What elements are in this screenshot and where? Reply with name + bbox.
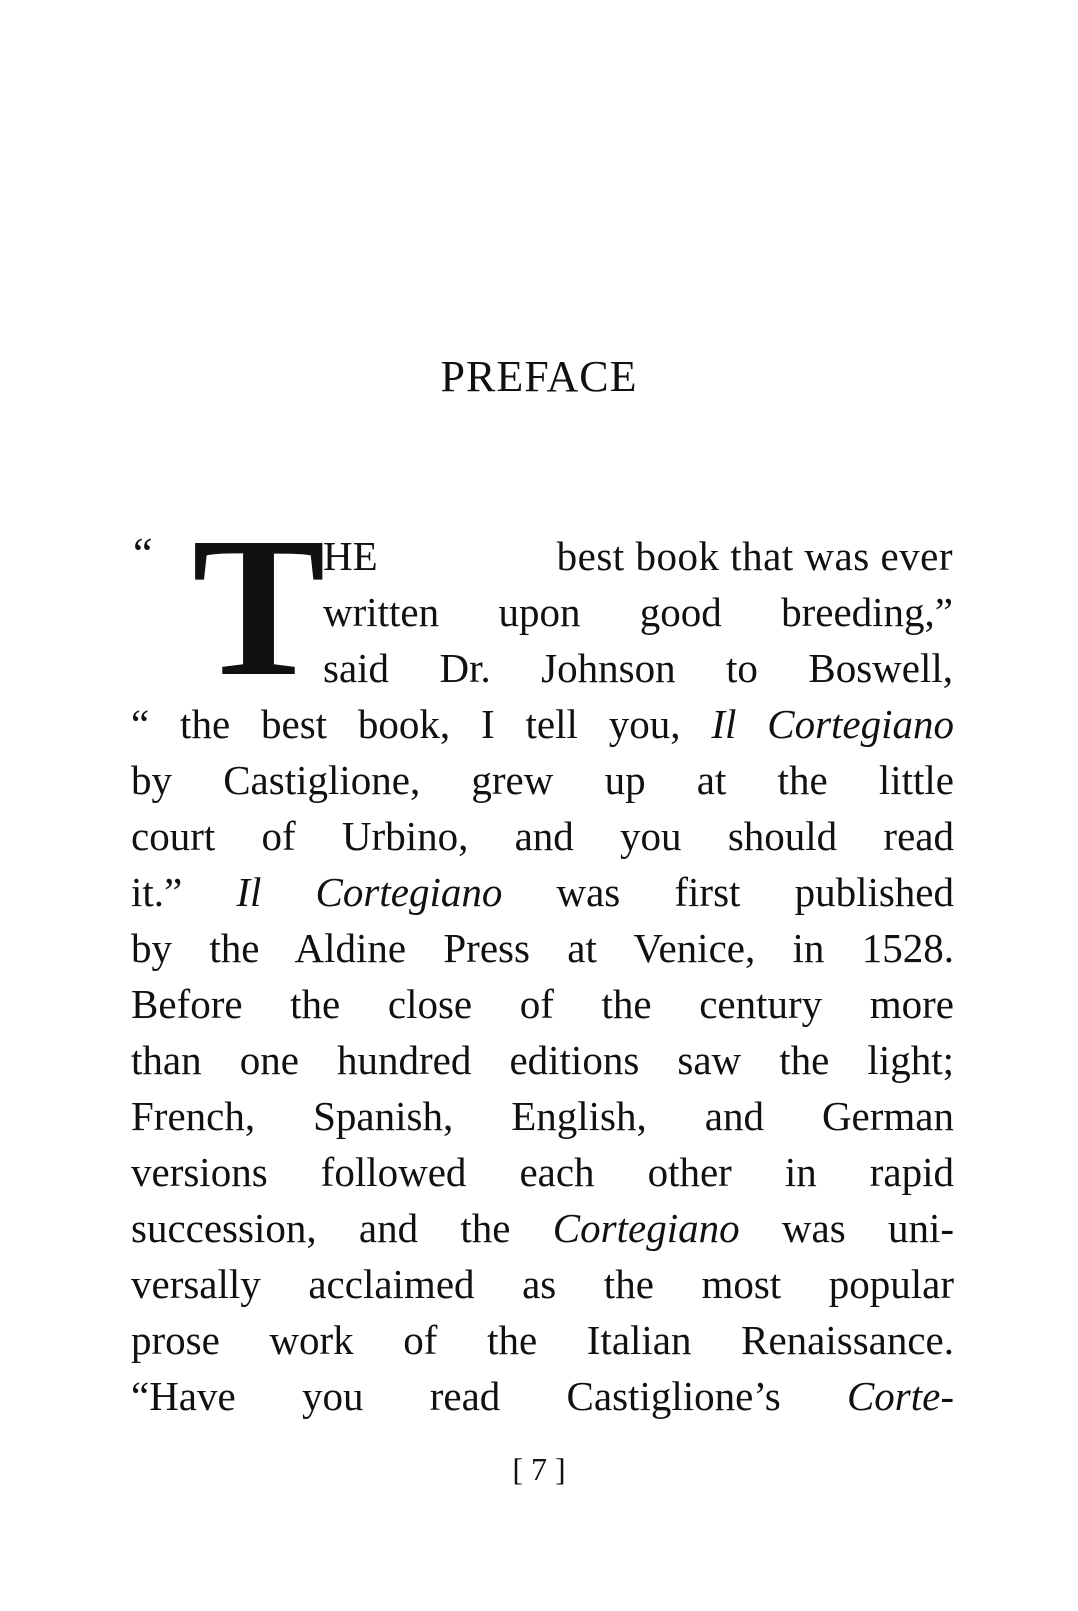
page-number: [ 7 ] [512,1451,566,1487]
text-line: French, Spanish, English, and German [131,1093,954,1139]
text-line: court of Urbino, and you should read [131,813,954,859]
text-line: succession, and the Cortegiano was uni- [131,1205,955,1251]
text-line: prose work of the Italian Renaissance. [131,1317,954,1363]
cap-line-2-text: written upon good breeding,” [323,589,953,635]
text-line: than one hundred editions saw the light; [131,1037,954,1083]
text-line: versally acclaimed as the most popular [131,1261,954,1307]
drop-cap: T [192,497,326,718]
opening-quote: “ [133,529,153,578]
cap-line-3-text: said Dr. Johnson to Boswell, [323,645,953,691]
text-line: Before the close of the century more [131,981,954,1027]
text-line: versions followed each other in rapid [131,1149,954,1195]
cap-line-3 [323,645,953,691]
text-line: by Castiglione, grew up at the little [131,757,954,803]
cap-line-2 [323,589,953,635]
cap-line-1-rest: best book that was ever [556,533,953,579]
text-line: “Have you read Castiglione’s Corte- [131,1373,954,1419]
cap-line-1-start: HE [323,533,378,579]
text-line: it.” Il Cortegiano was first published [131,869,954,915]
text-line: by the Aldine Press at Venice, in 1528. [131,925,954,971]
cap-line-1 [323,533,953,579]
page-heading: PREFACE [440,352,638,401]
text-line: “ the best book, I tell you, Il Cortegiano [131,701,955,747]
